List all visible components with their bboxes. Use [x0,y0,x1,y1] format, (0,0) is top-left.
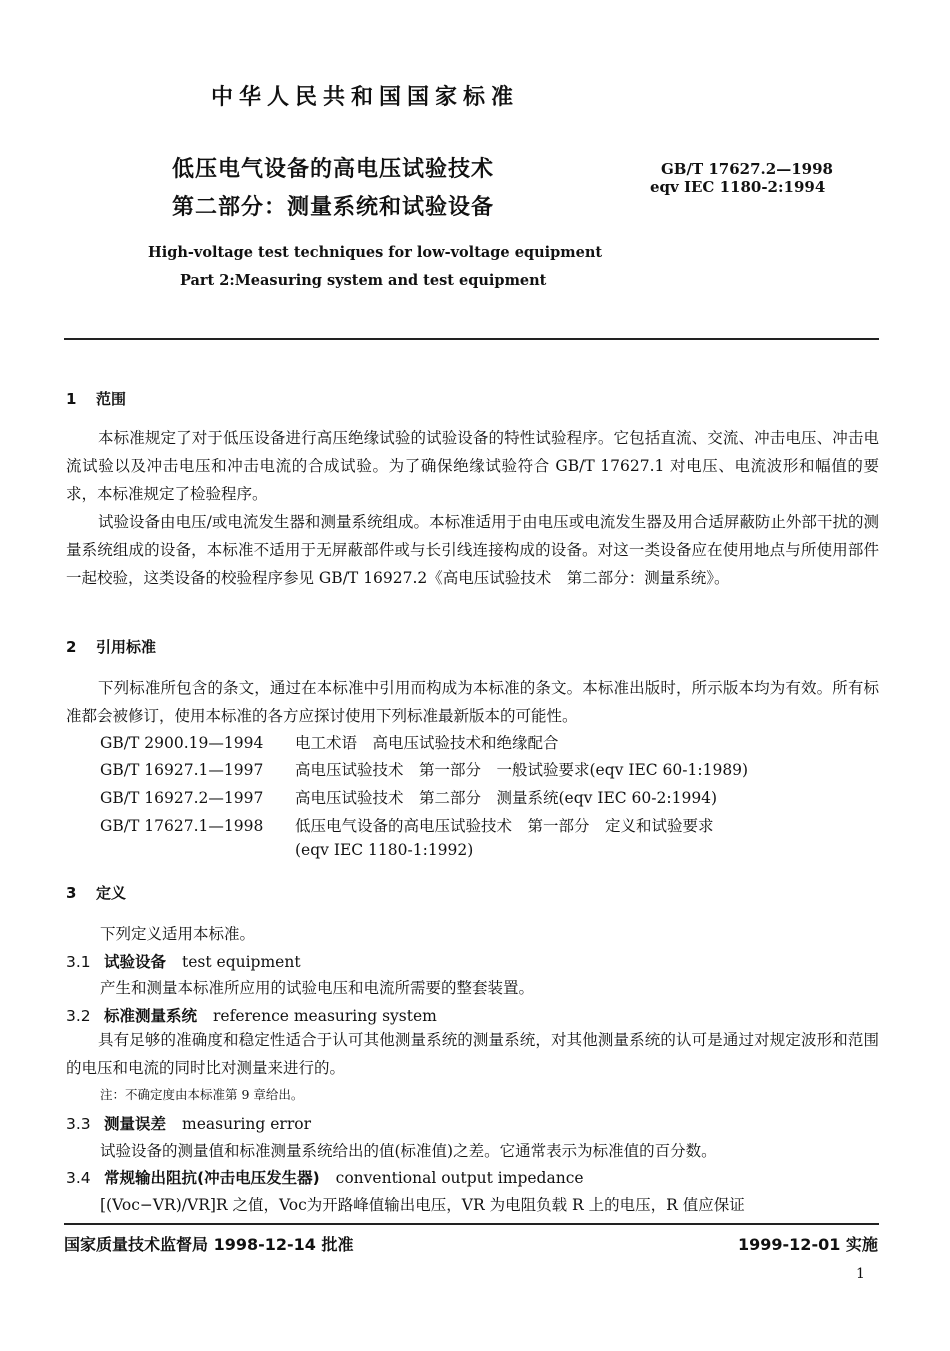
standard-number: GB/T 17627.2—1998 [661,160,833,178]
reference-title: 电工术语 高电压试验技术和绝缘配合 [295,734,559,752]
reference-code: GB/T 2900.19—1994 [100,734,264,752]
reference-code: GB/T 16927.2—1997 [100,789,264,807]
reference-code: GB/T 17627.1—1998 [100,817,264,835]
national-standard-heading: 中华人民共和国国家标准 [210,85,519,110]
term-number: 3.1 [66,953,91,971]
term-3-1 [66,950,301,972]
term-3-3 [66,1112,311,1134]
section-number: 2 [66,638,77,656]
section-number: 3 [66,884,77,902]
reference-item [100,814,714,836]
section-2-paragraph: 下列标准所包含的条文，通过在本标准中引用而构成为本标准的条文。本标准出版时，所示版本均为有效。所有标准都会被修订，使用本标准的各方应探讨使用下列标准最新版本的可能性。 [66,679,879,725]
section-1-paragraph-2: 试验设备由电压/或电流发生器和测量系统组成。本标准适用于由电压或电流发生器及用合适屏蔽防止外部干扰的测量系统组成的设备，本标准不适用于无屏蔽部件或与长引线连接构成的设备。对这一类设备应在使用地点与所使用部件一起校验，这类设备的校验程序参见 GB/T 16927.2《高电压试验技术 第二部分：测量系统》。 [66,513,879,587]
title-cn-line1: 低压电气设备的高电压试验技术 [172,157,495,182]
term-en: measuring error [182,1115,311,1133]
reference-title: 高电压试验技术 第二部分 测量系统(eqv IEC 60-2:1994) [295,789,718,807]
section-3-heading [66,882,126,903]
reference-code: GB/T 16927.1—1997 [100,761,264,779]
term-en: test equipment [182,953,301,971]
term-3-4 [66,1166,584,1188]
term-cn: 标准测量系统 [104,1007,198,1025]
reference-item [100,758,748,780]
section-1-heading [66,388,126,409]
approval-date: 国家质量技术监督局 1998-12-14 批准 [64,1235,354,1254]
reference-item [100,731,559,753]
implementation-date: 1999-12-01 实施 [738,1235,878,1254]
title-en-line2: Part 2:Measuring system and test equipment [180,272,547,289]
section-2-heading [66,636,156,657]
reference-title: 低压电气设备的高电压试验技术 第一部分 定义和试验要求 [295,817,714,835]
term-number: 3.2 [66,1007,91,1025]
note: 注：不确定度由本标准第 9 章给出。 [100,1087,304,1102]
definition-3-3: 试验设备的测量值和标准测量系统给出的值(标准值)之差。它通常表示为标准值的百分数。 [100,1142,717,1160]
section-title: 范围 [96,390,127,408]
reference-item [100,786,717,808]
section-title: 引用标准 [96,638,157,656]
term-number: 3.3 [66,1115,91,1133]
section-title: 定义 [96,884,127,902]
term-cn: 常规输出阻抗(冲击电压发生器) [104,1169,320,1187]
section-3-intro: 下列定义适用本标准。 [100,925,256,943]
definition-3-1: 产生和测量本标准所应用的试验电压和电流所需要的整套装置。 [100,979,535,997]
term-number: 3.4 [66,1169,91,1187]
page-number: 1 [856,1266,865,1282]
footer-divider [64,1223,879,1225]
term-en: reference measuring system [213,1007,437,1025]
definition-3-4: [(Voc−VR)/VR]R 之值，Voc为开路峰值输出电压，VR 为电阻负载 R 上的电压，R 值应保证 [100,1196,745,1214]
header-divider [64,338,879,340]
term-cn: 测量误差 [104,1115,167,1133]
title-en-line1: High-voltage test techniques for low-voltage equipment [148,244,603,261]
section-1-paragraph-1: 本标准规定了对于低压设备进行高压绝缘试验的试验设备的特性试验程序。它包括直流、交流、冲击电压、冲击电流试验以及冲击电压和冲击电流的合成试验。为了确保绝缘试验符合 GB/T 17627.1 对电压、电流波形和幅值的要求，本标准规定了检验程序。 [66,429,879,503]
definition-3-2: 具有足够的准确度和稳定性适合于认可其他测量系统的测量系统，对其他测量系统的认可是通过对规定波形和范围的电压和电流的同时比对测量来进行的。 [66,1031,879,1077]
section-number: 1 [66,390,77,408]
term-cn: 试验设备 [104,953,167,971]
title-cn-line2: 第二部分：测量系统和试验设备 [172,195,495,220]
term-3-2 [66,1004,437,1026]
term-en: conventional output impedance [335,1169,584,1187]
standard-equivalent: eqv IEC 1180-2:1994 [650,178,826,196]
reference-continuation: (eqv IEC 1180-1:1992) [295,841,474,859]
reference-title: 高电压试验技术 第一部分 一般试验要求(eqv IEC 60-1:1989) [295,761,749,779]
